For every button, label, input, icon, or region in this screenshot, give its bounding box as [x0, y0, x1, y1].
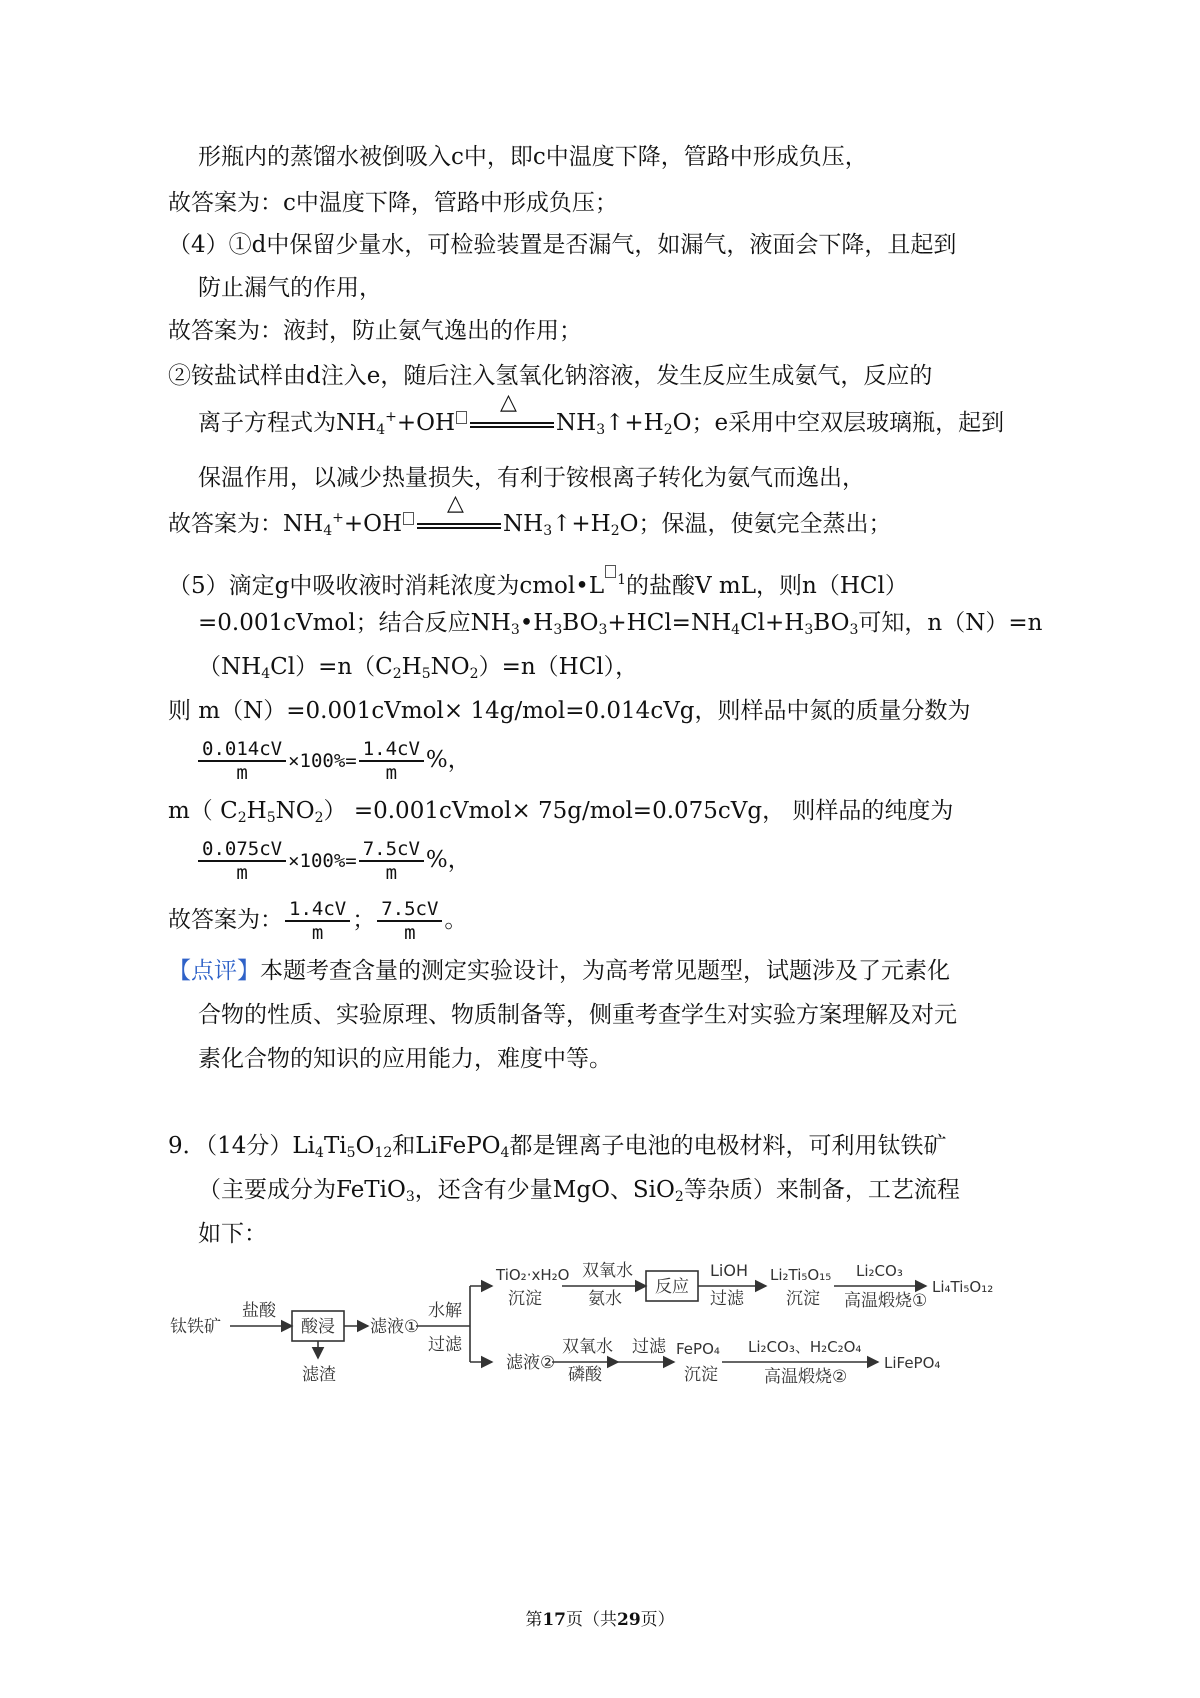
flow-label: Li₄Ti₅O₁₂ — [932, 1278, 994, 1296]
fraction: $\frac{0.075cV}{m}$ — [198, 838, 286, 884]
process-flow-diagram — [170, 1258, 1030, 1408]
flow-label: 钛铁矿 — [170, 1317, 221, 1337]
heating-equals-sign: △ — [417, 515, 501, 535]
text-line: $(NH_4Cl)=n(C_2H_5NO_2)=n(HCl)$， — [198, 654, 639, 682]
flow-label: 沉淀 — [508, 1289, 542, 1309]
flow-label: 滤液① — [370, 1317, 420, 1337]
flow-label: 过滤 — [428, 1335, 462, 1355]
flow-label: 反应 — [655, 1277, 689, 1297]
fraction: $\frac{7.5cV}{m}$ — [377, 898, 442, 944]
answer-equation-line: 故答案为：$NH_4^++OH$ △ $NH_3↑+H_2O$；保温，使氨完全蒸出； — [168, 491, 892, 539]
flow-label: 水解 — [428, 1301, 462, 1321]
flow-label: FePO₄ — [676, 1340, 720, 1358]
question-9-line: （主要成分为FeTiO$_3$，还含有少量MgO、SiO$_2$等杂质）来制备，工艺流程 — [198, 1177, 960, 1205]
text-line: 故答案为：液封，防止氨气逸出的作用； — [168, 318, 582, 344]
flow-label: 沉淀 — [684, 1365, 718, 1385]
missing-glyph-box — [456, 411, 467, 424]
fraction-line: $\frac{0.075cV}{m}$ ×100%= $\frac{7.5cV}{m}$ %， — [196, 834, 471, 886]
comment-line: 【点评】本题考查含量的测定实验设计，为高考常见题型，试题涉及了元素化 — [168, 958, 950, 984]
text-line: 防止漏气的作用， — [198, 275, 382, 301]
flow-label: 双氧水 — [562, 1337, 613, 1357]
flow-label: 沉淀 — [786, 1289, 820, 1309]
flow-label: 滤渣 — [302, 1365, 336, 1385]
text-line: m（ $C_2H_5NO_2$） =0.001cVmol× 75g/mol=0.075cVg， 则样品的纯度为 — [168, 798, 954, 826]
fraction: $\frac{0.014cV}{m}$ — [198, 738, 286, 784]
flow-label: 盐酸 — [242, 1301, 276, 1321]
text-line: 形瓶内的蒸馏水被倒吸入c中，即c中温度下降，管路中形成负压， — [198, 144, 868, 170]
text-line: 保温作用，以减少热量损失，有利于铵根离子转化为氨气而逸出， — [198, 465, 865, 491]
answer-fraction-line: 故答案为： $\frac{1.4cV}{m}$ ； $\frac{7.5cV}{m}$ 。 — [168, 898, 468, 944]
flow-label: LiFePO₄ — [884, 1354, 941, 1372]
flow-label: 酸浸 — [301, 1317, 335, 1337]
flow-label: 高温煅烧① — [844, 1291, 928, 1311]
question-9-line: 如下： — [198, 1221, 267, 1247]
page-footer: 第17页（共29页） — [525, 1610, 675, 1630]
fraction: $\frac{1.4cV}{m}$ — [359, 738, 424, 784]
fraction-line: $\frac{0.014cV}{m}$ ×100%= $\frac{1.4cV}{m}$ %， — [196, 734, 471, 786]
flow-label: 高温煅烧② — [764, 1367, 848, 1387]
missing-glyph-box — [605, 565, 616, 578]
comment-tag: 【点评】 — [168, 958, 260, 984]
text-line: =0.001cVmol；结合反应$NH_3•H_3BO_3+HCl=NH_4Cl+H_3BO_3$可知，n（N）=n — [198, 610, 1043, 638]
flow-label: 过滤 — [632, 1337, 666, 1357]
missing-glyph-box — [403, 512, 414, 525]
flow-label: 滤液② — [506, 1353, 556, 1373]
text-line: ②铵盐试样由d注入e，随后注入氢氧化钠溶液，发生反应生成氨气，反应的 — [168, 363, 933, 389]
flow-label: 磷酸 — [568, 1365, 602, 1385]
flow-label: 双氧水 — [582, 1261, 633, 1281]
flow-label: Li₂Ti₅O₁₅ — [770, 1266, 832, 1284]
text-line: 故答案为：c中温度下降，管路中形成负压； — [168, 190, 618, 216]
text-line: 则 m（N）=0.001cVmol× 14g/mol=0.014cVg，则样品中氮的质量分数为 — [168, 698, 971, 724]
fraction: $\frac{1.4cV}{m}$ — [285, 898, 350, 944]
ionic-equation-line: 离子方程式为$NH_4^++OH$ △ $NH_3↑+H_2O$；e采用中空双层玻璃瓶，起到 — [198, 390, 1005, 438]
flow-label: Li₂CO₃ — [856, 1262, 903, 1280]
flow-label: LiOH — [710, 1261, 748, 1280]
comment-line: 合物的性质、实验原理、物质制备等，侧重考查学生对实验方案理解及对元 — [198, 1002, 957, 1028]
flow-label: TiO₂·xH₂O — [496, 1266, 570, 1284]
text-line: （4）①d中保留少量水，可检验装置是否漏气，如漏气，液面会下降，且起到 — [168, 232, 957, 258]
fraction: $\frac{7.5cV}{m}$ — [359, 838, 424, 884]
flow-label: Li₂CO₃、H₂C₂O₄ — [748, 1338, 862, 1356]
text-line: （5）滴定g中吸收液时消耗浓度为cmol•L $^1$的盐酸V mL，则n（HCl） — [168, 565, 908, 601]
heating-equals-sign: △ — [470, 414, 554, 434]
flow-label: 过滤 — [710, 1289, 744, 1309]
question-9-line: 9．（14分）$Li_4Ti_5O_{12}$和LiFePO$_4$都是锂离子电池的电极材料，可利用钛铁矿 — [168, 1133, 947, 1161]
flow-label: 氨水 — [588, 1289, 622, 1309]
comment-line: 素化合物的知识的应用能力，难度中等。 — [198, 1046, 612, 1072]
